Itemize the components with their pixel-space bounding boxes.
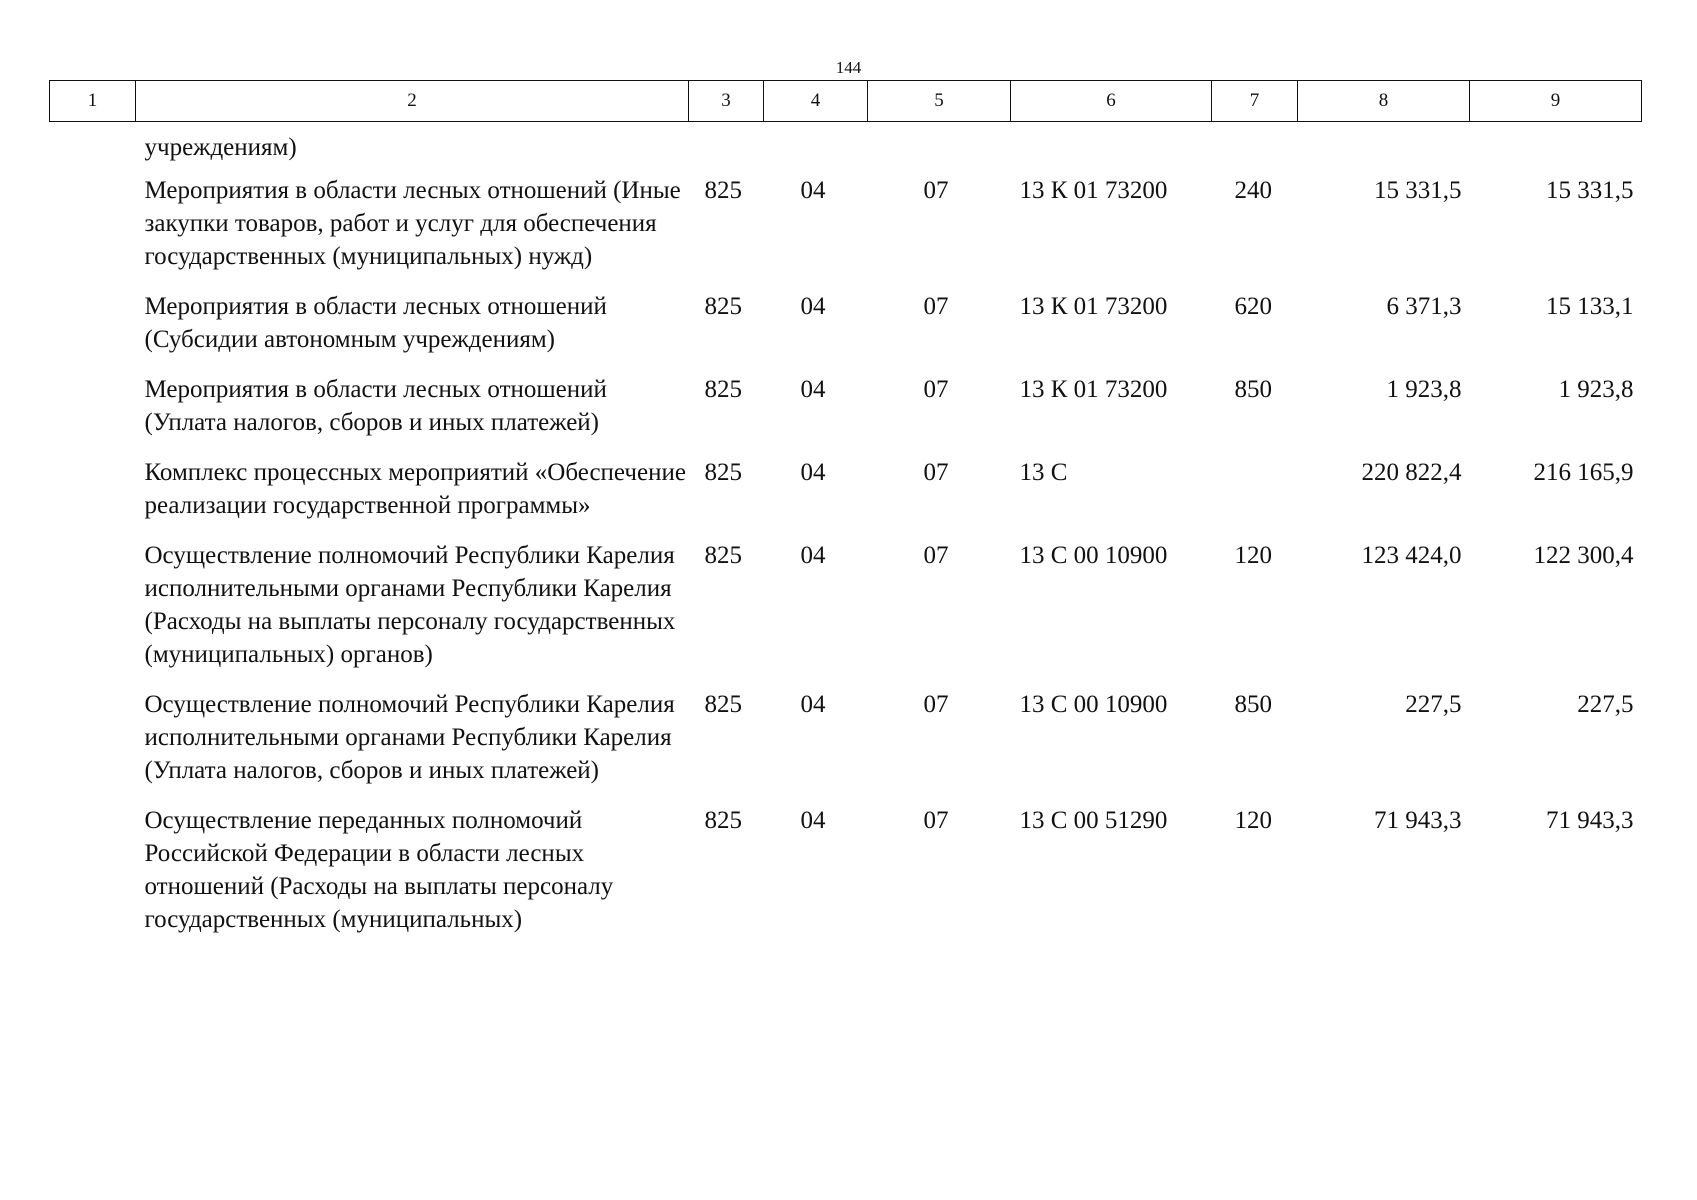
- row-col-7: 850: [1234, 376, 1272, 403]
- table-row: [50, 373, 1642, 456]
- row-col-4: 04: [800, 459, 826, 486]
- row-col-5: 07: [923, 691, 949, 718]
- row-col-9: 71 943,3: [1546, 807, 1634, 834]
- row-col-4: 04: [800, 376, 826, 403]
- row-col-5: 07: [923, 376, 949, 403]
- row-col-4: [764, 122, 868, 175]
- page-number: 144: [835, 58, 862, 77]
- row-col-3: 825: [704, 177, 742, 204]
- row-col-4: 04: [800, 542, 826, 569]
- row-col-4: 04: [800, 807, 826, 834]
- row-col-7: [1212, 122, 1298, 175]
- row-col-5: [868, 122, 1011, 175]
- header-cell-5: 5: [868, 81, 1011, 122]
- row-col-7: 620: [1234, 293, 1272, 320]
- row-name: Осуществление переданных полномочий Российской Федерации в области лесных отношений (Расходы на выплаты персоналу государственных (муниципальных): [144, 807, 614, 933]
- row-col-3: [689, 122, 764, 175]
- row-col-6: 13 С: [1019, 459, 1068, 486]
- table-row: [50, 290, 1642, 373]
- table-row: [50, 174, 1642, 290]
- row-name: Мероприятия в области лесных отношений (Иные закупки товаров, работ и услуг для обеспечения государственных (муниципальных) нужд): [144, 177, 681, 270]
- table-row: [50, 804, 1642, 953]
- row-name: Мероприятия в области лесных отношений (Субсидии автономным учреждениям): [144, 293, 607, 353]
- row-col-7: 120: [1234, 807, 1272, 834]
- header-cell-9: 9: [1470, 81, 1642, 122]
- row-col-3: 825: [704, 459, 742, 486]
- row-col-6: 13 К 01 73200: [1019, 293, 1168, 320]
- budget-table: [49, 80, 1642, 953]
- row-col-4: 04: [800, 293, 826, 320]
- header-cell-4: 4: [764, 81, 868, 122]
- row-col-3: 825: [704, 376, 742, 403]
- row-col-6: [1011, 122, 1212, 175]
- row-col-9: 15 133,1: [1546, 293, 1634, 320]
- header-cell-7: 7: [1212, 81, 1298, 122]
- header-cell-8: 8: [1298, 81, 1470, 122]
- row-col-6: 13 К 01 73200: [1019, 177, 1168, 204]
- row-col-3: 825: [704, 691, 742, 718]
- row-col-9: 227,5: [1577, 691, 1634, 718]
- table-row: [50, 539, 1642, 688]
- row-col-5: 07: [923, 293, 949, 320]
- row-col-8: 227,5: [1405, 691, 1462, 718]
- row-col-4: 04: [800, 177, 826, 204]
- row-col-8: 71 943,3: [1374, 807, 1462, 834]
- row-col-6: 13 К 01 73200: [1019, 376, 1168, 403]
- row-col-7: [1212, 456, 1298, 539]
- row-col-5: 07: [923, 542, 949, 569]
- row-col-9: [1470, 122, 1642, 175]
- row-col-6: 13 С 00 10900: [1019, 691, 1168, 718]
- row-col-8: [1298, 122, 1470, 175]
- row-col-3: 825: [704, 542, 742, 569]
- table-row: [50, 688, 1642, 804]
- header-cell-3: 3: [689, 81, 764, 122]
- table-row: [50, 456, 1642, 539]
- header-cell-2: 2: [136, 81, 689, 122]
- row-name: Мероприятия в области лесных отношений (Уплата налогов, сборов и иных платежей): [144, 376, 607, 436]
- row-name: учреждениям): [144, 134, 297, 161]
- row-col-9: 1 923,8: [1558, 376, 1634, 403]
- row-name: Осуществление полномочий Республики Карелия исполнительными органами Республики Карелия (Расходы на выплаты персоналу государственных (муниципальных) органов): [144, 542, 676, 668]
- row-col-6: 13 С 00 10900: [1019, 542, 1168, 569]
- header-cell-6: 6: [1011, 81, 1212, 122]
- row-col-7: 120: [1234, 542, 1272, 569]
- row-col-3: 825: [704, 807, 742, 834]
- row-col-6: 13 С 00 51290: [1019, 807, 1168, 834]
- row-col-8: 6 371,3: [1386, 293, 1462, 320]
- row-col-8: 123 424,0: [1361, 542, 1462, 569]
- table-row: [50, 122, 1642, 175]
- row-col-9: 15 331,5: [1546, 177, 1634, 204]
- row-name: Комплекс процессных мероприятий «Обеспечение реализации государственной программы»: [144, 459, 686, 519]
- table-header: [50, 81, 1642, 122]
- header-row: [50, 81, 1642, 122]
- row-name: Осуществление полномочий Республики Карелия исполнительными органами Республики Карелия (Уплата налогов, сборов и иных платежей): [144, 691, 675, 784]
- row-col-7: 240: [1234, 177, 1272, 204]
- header-cell-1: 1: [50, 81, 136, 122]
- row-col-3: 825: [704, 293, 742, 320]
- row-col-8: 1 923,8: [1386, 376, 1462, 403]
- row-col-5: 07: [923, 807, 949, 834]
- row-col-5: 07: [923, 459, 949, 486]
- row-col-5: 07: [923, 177, 949, 204]
- row-col-7: 850: [1234, 691, 1272, 718]
- table-body: [50, 122, 1642, 954]
- row-col-4: 04: [800, 691, 826, 718]
- row-col-9: 216 165,9: [1533, 459, 1634, 486]
- row-col-8: 220 822,4: [1361, 459, 1462, 486]
- row-col-9: 122 300,4: [1533, 542, 1634, 569]
- row-col-8: 15 331,5: [1374, 177, 1462, 204]
